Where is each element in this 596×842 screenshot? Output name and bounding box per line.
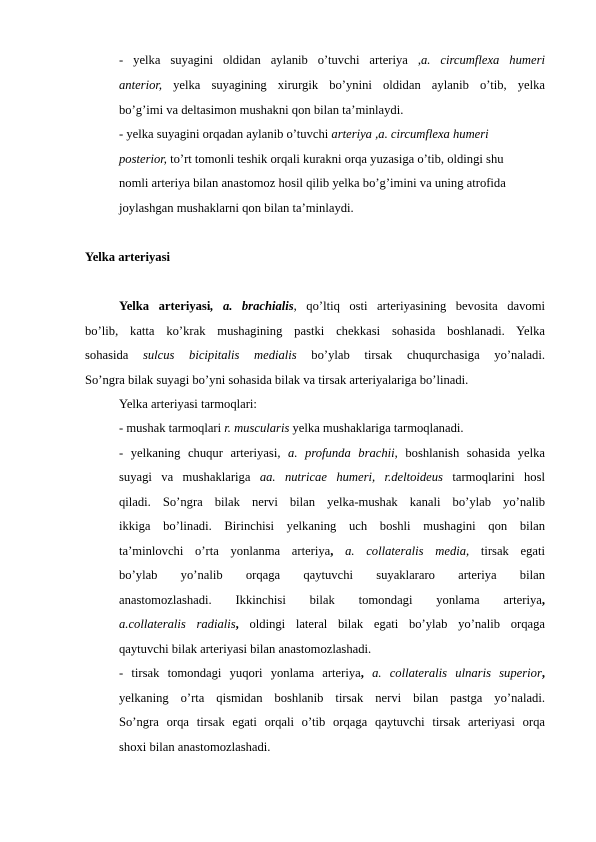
text-run: suyagi va mushaklariga xyxy=(119,470,260,484)
latin-term: sulcus bicipitalis medialis xyxy=(142,348,297,362)
latin-term: a. collateralis media, xyxy=(333,544,470,558)
latin-term: , a. profunda brachii xyxy=(277,446,395,460)
latin-term: aa. nutricae humeri, r.deltoideus xyxy=(259,470,443,484)
text-run: sohasida xyxy=(85,348,143,362)
text-run: , qo’ltiq osti arteriyasining bevosita davomi xyxy=(293,299,545,313)
text-line xyxy=(119,151,504,167)
text-run: - yelka suyagini oldidan aylanib o’tuvchi arteriya , xyxy=(119,53,421,67)
text-run: , xyxy=(235,617,239,631)
text-line: bo’ylab yo’nalib orqaga qaytuvchi suyaklararo arteriya bilan xyxy=(119,568,545,582)
latin-term: a.collateralis radialis xyxy=(119,617,236,631)
text-line: yelkaning o’rta qismidan boshlanib tirsak nervi bilan pastga yo’naladi. xyxy=(119,691,545,705)
text-line xyxy=(119,592,545,608)
text-line: nomli arteriya bilan anastomoz hosil qilib yelka bo’g’imini va uning atrofida xyxy=(119,176,506,190)
text-run: ta’minlovchi o’rta yonlanma arteriya xyxy=(119,544,331,558)
text-run: tarmoqlarini hosl xyxy=(442,470,546,484)
text-line xyxy=(119,665,545,681)
text-run: - yelka suyagini orqadan aylanib o’tuvchi xyxy=(119,127,332,141)
text-run: - tirsak tomondagi yuqori yonlama arteriya xyxy=(119,666,361,680)
text-run: tirsak egati xyxy=(469,544,545,558)
text-line: ikkiga bo’linadi. Birinchisi yelkaning uch boshli mushagini qon bilan xyxy=(119,519,545,533)
text-line: So’ngra orqa tirsak egati orqali o’tib orqaga qaytuvchi tirsak arteriyasi orqa xyxy=(119,715,545,729)
text-line: bo’lib, katta ko’krak mushagining pastki chekkasi sohasida boshlanadi. Yelka xyxy=(85,324,545,338)
text-run: , xyxy=(541,666,545,680)
text-run: , xyxy=(360,666,364,680)
list-title: Yelka arteriyasi tarmoqlari: xyxy=(119,397,257,411)
latin-term: a. collateralis ulnaris superior xyxy=(363,666,542,680)
text-run: - yelkaning chuqur arteriyasi xyxy=(119,446,278,460)
latin-term: anterior, xyxy=(119,78,163,92)
text-line xyxy=(119,445,545,461)
text-run: oldingi lateral bilak egati bo’ylab yo’nalib orqaga xyxy=(238,617,545,631)
text-line xyxy=(119,77,545,93)
text-line xyxy=(119,616,545,632)
text-line xyxy=(119,543,545,559)
latin-term: , a. brachialis xyxy=(210,299,294,313)
text-run: yelka mushaklariga tarmoqlanadi. xyxy=(289,421,464,435)
text-line: shoxi bilan anastomozlashadi. xyxy=(119,740,271,754)
text-line: joylashgan mushaklarni qon bilan ta’minlaydi. xyxy=(119,201,354,215)
text-run: , xyxy=(541,593,545,607)
text-run: yelka suyagining xirurgik bo’ynini oldidan aylanib o’tib, yelka xyxy=(162,78,545,92)
text-line: So’ngra bilak suyagi bo’yni sohasida bilak va tirsak arteriyalariga bo’linadi. xyxy=(85,373,469,387)
text-line xyxy=(119,298,545,314)
list-item xyxy=(119,420,464,436)
text-run: , xyxy=(330,544,334,558)
bold-term: Yelka arteriyasi xyxy=(119,299,211,313)
text-line: qaytuvchi bilak arteriyasi bilan anastomozlashadi. xyxy=(119,642,372,656)
text-line: bo’g’imi va deltasimon mushakni qon bilan ta’minlaydi. xyxy=(119,103,404,117)
latin-term: r. muscularis xyxy=(224,421,290,435)
section-heading: Yelka arteriyasi xyxy=(85,250,170,264)
text-line xyxy=(85,347,545,363)
text-line xyxy=(119,126,489,142)
text-run: bo’ylab tirsak chuqurchasiga yo’naladi. xyxy=(296,348,545,362)
text-run: , boshlanish sohasida yelka xyxy=(394,446,545,460)
text-line xyxy=(119,469,545,485)
text-line xyxy=(119,52,545,68)
latin-term: a. circumflexa humeri xyxy=(420,53,545,67)
text-run: - mushak tarmoqlari xyxy=(119,421,225,435)
latin-term: arteriya ,a. circumflexa humeri xyxy=(331,127,489,141)
text-run: anastomozlashadi. Ikkinchisi bilak tomondagi yonlama arteriya xyxy=(119,593,542,607)
text-run: to’rt tomonli teshik orqali kurakni orqa yuzasiga o’tib, oldingi shu xyxy=(166,152,504,166)
latin-term: posterior, xyxy=(119,152,167,166)
text-line: qiladi. So’ngra bilak nervi bilan yelka-mushak kanali bo’ylab yo’nalib xyxy=(119,495,545,509)
